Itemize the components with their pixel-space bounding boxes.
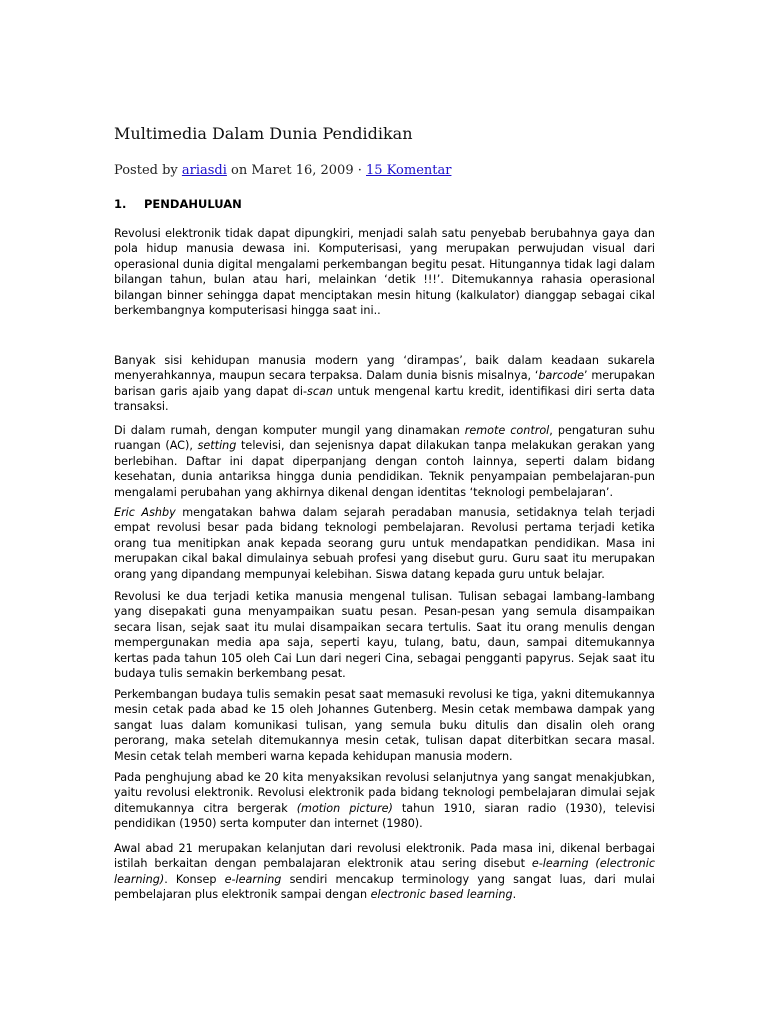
paragraph-4 — [114, 505, 655, 582]
italic-term: scan — [306, 384, 333, 398]
text-run: . — [512, 888, 517, 902]
italic-term: e-learning — [224, 872, 282, 886]
post-date: on Maret 16, 2009 · — [226, 163, 366, 178]
text-run: untuk mengenal kartu kredit, identifikasi diri serta data transaksi. — [114, 384, 655, 414]
text-run: Awal abad 21 merupakan kelanjutan dari revolusi elektronik. Pada masa ini, dikenal berbagai istilah berkaitan dengan pembalajaran elektronik atau sering disebut — [114, 842, 655, 871]
text-run: Revolusi ke dua terjadi ketika manusia mengenal tulisan. Tulisan sebagai lambang-lambang yang disepakati guna menyampaikan suatu pesan. Pesan-pesan yang semula disampaikan secara lisan, sejak saat itu mulai disampaikan secara tertulis. Saat itu orang menulis dengan mempergunakan media apa saja, seperti kayu, tulang, batu, daun, sampai ditemukannya kertas pada tahun 105 oleh Cai Lun dari negeri Cina, sebagai pengganti papyrus. Sejak saat itu budaya tulis semakin berkembang pesat. — [114, 590, 655, 681]
text-run: , pengaturan suhu ruangan (AC), — [114, 424, 655, 453]
section-number: 1. — [114, 197, 127, 211]
italic-term: electronic based learning — [370, 888, 513, 902]
author-link[interactable]: ariasdi — [181, 163, 227, 178]
text-run: televisi, dan sejenisnya dapat dilakukan tanpa melakukan gerakan yang berlebihan. Daftar ini dapat diperpanjang dengan contoh lainnya, seperti dalam bidang kesehatan, dunia antariksa hingga dunia pendidikan. Teknik penyampaian pembelajaran-pun mengalami perubahan yang akhirnya dikenal dengan identitas ‘teknologi pembelajaran’. — [114, 439, 655, 499]
paragraph-5 — [114, 589, 655, 681]
italic-term: remote control — [464, 424, 550, 437]
posted-by-label: Posted by — [114, 163, 182, 178]
paragraph-2 — [114, 353, 655, 415]
italic-term: e-learning (electronic learning) — [114, 857, 655, 886]
paragraph-3 — [114, 423, 655, 500]
text-run: Perkembangan budaya tulis semakin pesat saat memasuki revolusi ke tiga, yakni ditemukannya mesin cetak pada abad ke 15 oleh Johannes Gutenberg. Mesin cetak membawa dampak yang sangat luas dalam komunikasi tulisan, yang semula buku ditulis dan disalin oleh orang perorang, maka setelah ditemukannya mesin cetak, tulisan dapat diterbitkan secara masal. Mesin cetak telah memberi warna kepada kehidupan manusia modern. — [114, 688, 655, 763]
italic-term: barcode — [538, 369, 584, 383]
section-title: PENDAHULUAN — [144, 197, 242, 211]
paragraph-1 — [114, 226, 655, 318]
paragraph-7 — [114, 770, 655, 832]
text-run: Di dalam rumah, dengan komputer mungil yang dinamakan — [114, 424, 465, 437]
paragraph-8 — [114, 841, 655, 903]
text-run: Revolusi elektronik tidak dapat dipungkiri, menjadi salah satu penyebab berubahnya gaya dan pola hidup manusia dewasa ini. Komputerisasi, yang merupakan perwujudan visual dari operasional dunia digital mengalami perkembangan begitu pesat. Hitungannya tidak lagi dalam bilangan tahun, bulan atau hari, melainkan ‘detik !!!’. Ditemukannya rahasia operasional bilangan binner sehingga dapat menciptakan mesin hitung (kalkulator) dianggap sebagai cikal berkembangnya komputerisasi hingga saat ini.. — [114, 227, 655, 318]
text-run: . Konsep — [164, 872, 225, 886]
post-meta — [114, 162, 451, 180]
comments-link[interactable]: 15 Komentar — [366, 163, 452, 178]
italic-term: setting — [197, 439, 237, 453]
italic-term: (motion picture) — [296, 801, 393, 815]
text-run: Pada penghujung abad ke 20 kita menyaksikan revolusi selanjutnya yang sangat menakjubkan, yaitu revolusi elektronik. Revolusi elektronik pada bidang teknologi pembelajaran dimulai sejak ditemukannya citra bergerak — [114, 771, 655, 815]
italic-term: Eric Ashby — [114, 506, 176, 519]
paragraph-6 — [114, 687, 655, 764]
section-heading — [114, 196, 242, 212]
post-title: Multimedia Dalam Dunia Pendidikan — [114, 124, 413, 143]
text-run: Banyak sisi kehidupan manusia modern yang ‘dirampas’, baik dalam keadaan sukarela menyerahkannya, maupun secara terpaksa. Dalam dunia bisnis misalnya, ‘ — [114, 354, 655, 383]
text-run: sendiri mencakup terminology yang sangat luas, dari mulai pembelajaran plus elektronik sampai dengan — [114, 872, 655, 902]
text-run: ’ merupakan barisan garis ajaib yang dapat di- — [114, 369, 655, 398]
text-run: mengatakan bahwa dalam sejarah peradaban manusia, setidaknya telah terjadi empat revolusi besar pada bidang teknologi pembelajaran. Revolusi pertama terjadi ketika orang tua menitipkan anak kepada seorang guru untuk mendapatkan pendidikan. Masa ini merupakan cikal bakal dimulainya sebuah profesi yang disebut guru. Guru saat itu merupakan orang yang dipandang mempunyai kelebihan. Siswa datang kepada guru untuk belajar. — [114, 506, 655, 581]
text-run: tahun 1910, siaran radio (1930), televisi pendidikan (1950) serta komputer dan internet (1980). — [114, 801, 656, 831]
